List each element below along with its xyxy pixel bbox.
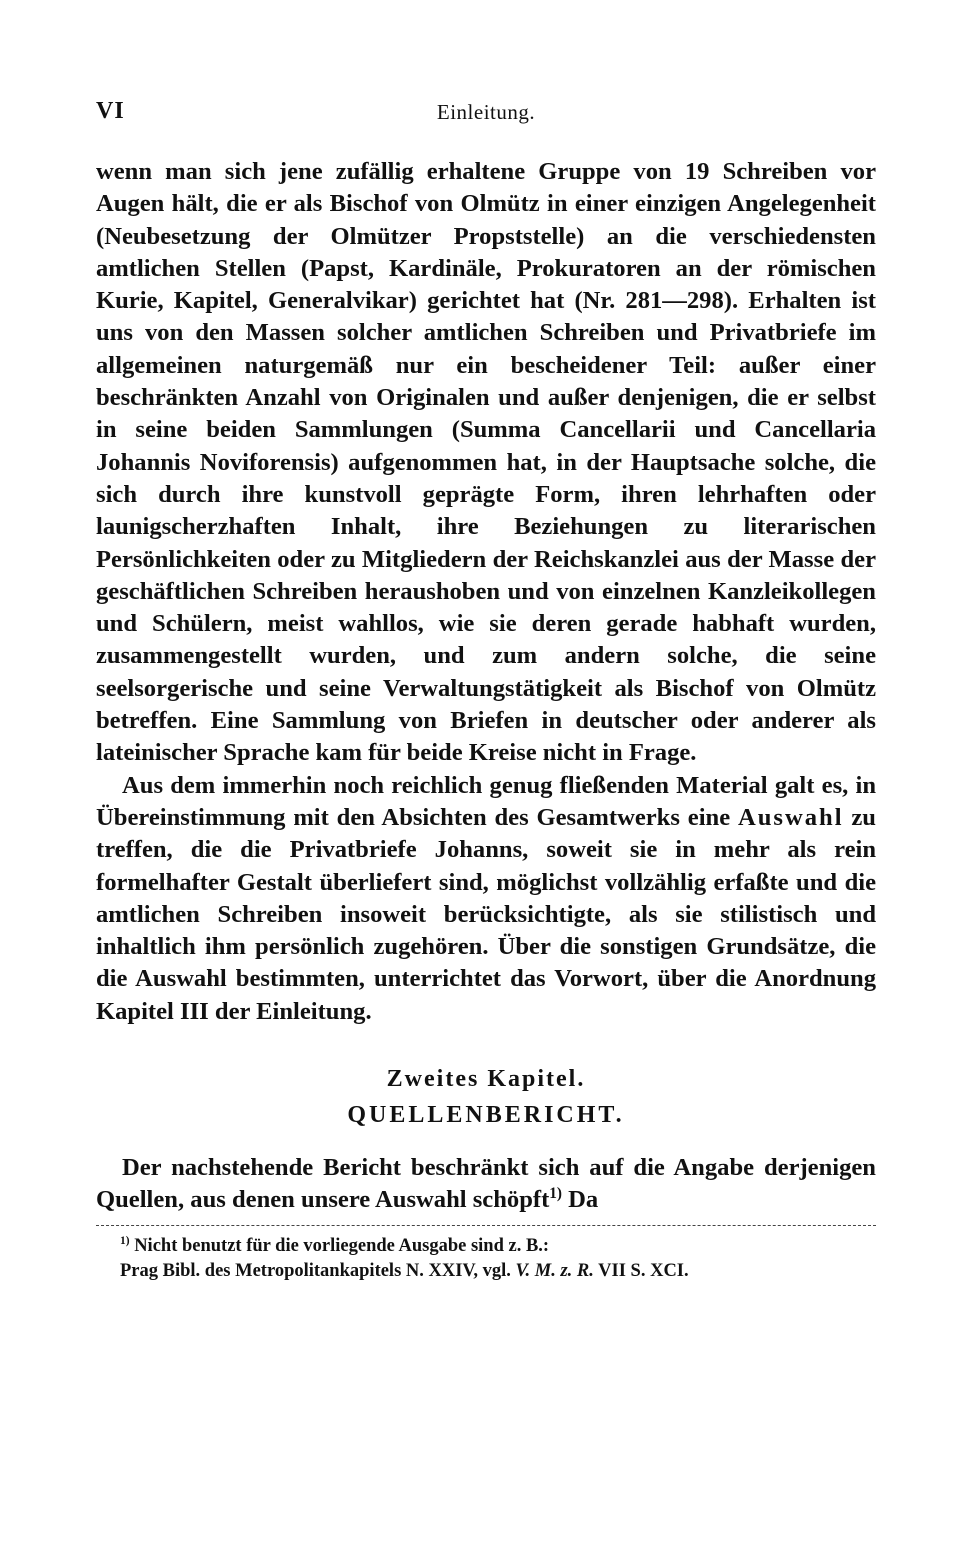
footnote-1	[96, 1234, 876, 1259]
running-title: Einleitung.	[436, 100, 536, 124]
footnote-1-line-1: Nicht benutzt für die vorliegende Ausgabe sind z. B.:	[129, 1235, 550, 1256]
chapter-intro-paragraph	[96, 1152, 876, 1217]
chapter-intro-sentence: Der nachstehende Bericht beschränkt sich auf die Angabe derjenigen Quellen, aus denen unsere Auswahl schöpft	[96, 1154, 876, 1214]
page-number: VI	[96, 98, 125, 124]
footnote-1-line-2-part-1: Prag Bibl. des Metropolitankapitels N. XXIV, vgl.	[120, 1260, 516, 1281]
body-text	[96, 156, 876, 1028]
footnote-1-continuation	[96, 1259, 876, 1284]
footnote-marker: 1)	[120, 1234, 130, 1247]
paragraph-selection	[96, 770, 876, 1028]
footnotes	[96, 1234, 876, 1284]
footnote-divider	[96, 1225, 876, 1226]
document-page	[96, 96, 876, 1284]
chapter-intro-trailing: Da	[561, 1186, 599, 1214]
page-header	[96, 96, 876, 136]
chapter-intro-text	[96, 1152, 876, 1217]
paragraph-selection-part-2: zu treffen, die die Privatbriefe Johanns, soweit sie in mehr als rein formelhafter Gestalt überliefert sind, möglichst vollzählig erfaßte und die amtlichen Schreiben insoweit berücksichtigte, als sie stilistisch und inhaltlich ihm persönlich zugehören. Über die sonstigen Grundsätze, die die Auswahl bestimmten, unterrichtet das Vorwort, über die Anordnung Kapitel III der Einleitung.	[96, 803, 876, 1025]
footnote-1-line-2-part-2: VII S. XCI.	[593, 1260, 689, 1281]
chapter-title: QUELLENBERICHT.	[347, 1102, 625, 1129]
paragraph-continuation: wenn man sich jene zufällig erhaltene Gruppe von 19 Schreiben vor Augen hält, die er als Bischof von Olmütz in einer einzigen Angelegenheit (Neubesetzung der Olmützer Propststelle) an die verschiedensten amtlichen Stellen (Papst, Kardinäle, Prokuratoren an der römischen Kurie, Kapitel, Generalvikar) gerichtet hat (Nr. 281—298). Erhalten ist uns von den Massen solcher amtlichen Schreiben und Privatbriefe im allgemeinen naturgemäß nur ein bescheidener Teil: außer einer beschränkten Anzahl von Originalen und außer denjenigen, die er selbst in seine beiden Sammlungen (Summa Cancellarii und Cancellaria Johannis Noviforensis) aufgenommen hat, in der Hauptsache solche, die sich durch ihre kunstvoll geprägte Form, ihren lehrhaften oder launigscherzhaften Inhalt, ihre Beziehungen zu literarischen Persönlichkeiten oder zu Mitgliedern der Reichskanzlei aus der Masse der geschäftlichen Schreiben heraushoben und von einzelnen Kanzleikollegen und Schülern, meist wahllos, wie sie deren gerade habhaft wurden, zusammengestellt wurden, und zum andern solche, die seine seelsorgerische und seine Verwaltungstätigkeit als Bischof von Olmütz betreffen. Eine Sammlung von Briefen in deutscher oder anderer als lateinischer Sprache kam für beide Kreise nicht in Frage.	[96, 158, 876, 767]
chapter-number: Zweites Kapitel.	[386, 1066, 586, 1093]
footnote-1-citation: V. M. z. R.	[515, 1260, 594, 1281]
paragraph-selection-part-1: Aus dem immerhin noch reichlich genug fließenden Material galt es, in Übereinstimmung mit den Absichten des Gesamtwerks eine	[96, 771, 876, 831]
footnote-reference[interactable]: 1)	[549, 1185, 562, 1203]
emphasized-word-auswahl: Auswahl	[737, 803, 844, 831]
